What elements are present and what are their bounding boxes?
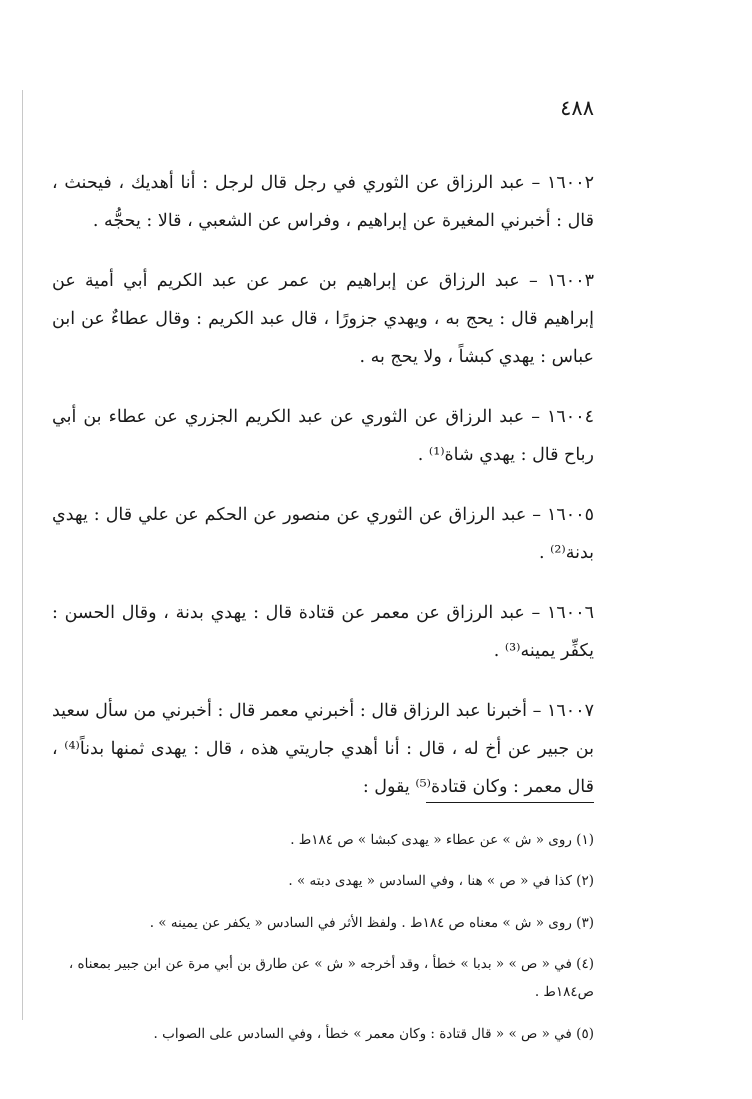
hadith-16004: ١٦٠٠٤ – عبد الرزاق عن الثوري عن عبد الكريم الجزري عن عطاء بن أبي رباح قال : يهدي شاة⁽¹⁾ .: [52, 406, 594, 465]
footnote-1: (١) روى « ش » عن عطاء « يهدى كبشا » ص ١٨٤ط .: [290, 831, 594, 848]
footnote-4: (٤) في « ص » « بدبا » خطأ ، وقد أخرجه « ش » عن طارق بن أبي مرة عن ابن جبير بمعناه ، ص١٨٤ط .: [68, 956, 594, 1000]
hadith-16002: ١٦٠٠٢ – عبد الرزاق عن الثوري في رجل قال لرجل : أنا أهديك ، فيحنث ، قال : أخبرني المغيرة عن إبراهيم ، وفراس عن الشعبي ، قالا : يحجُّه .: [52, 172, 594, 231]
footnote-3: (٣) روى « ش » معناه ص ١٨٤ط . ولفظ الأثر في السادس « يكفر عن يمينه » .: [149, 914, 594, 931]
main-text: [52, 146, 594, 828]
hadith-16007: ١٦٠٠٧ – أخبرنا عبد الرزاق قال : أخبرني معمر قال : أخبرني من سأل سعيد بن جبير عن أخ له ، قال : أنا أهدي جاريتي هذه ، قال : يهدى ثمنها بدناً⁽⁴⁾ ، قال معمر : وكان قتادة⁽⁵⁾ يقول :: [52, 700, 594, 797]
hadith-16006: ١٦٠٠٦ – عبد الرزاق عن معمر عن قتادة قال : يهدي بدنة ، وقال الحسن : يكفِّر يمينه⁽³⁾ .: [52, 602, 594, 661]
footnotes: [52, 812, 594, 1061]
hadith-16005: ١٦٠٠٥ – عبد الرزاق عن الثوري عن منصور عن الحكم عن علي قال : يهدي بدنة⁽²⁾ .: [52, 504, 594, 563]
footnote-5: (٥) في « ص » « قال قتادة : وكان معمر » خطأ ، وفي السادس على الصواب .: [153, 1025, 594, 1042]
footnote-divider: [426, 802, 594, 803]
hadith-16003: ١٦٠٠٣ – عبد الرزاق عن إبراهيم بن عمر عن عبد الكريم أبي أمية عن إبراهيم قال : يحج به ، ويهدي جزورًا ، قال عبد الكريم : وقال عطاءٌ عن ابن عباس : يهدي كبشاً ، ولا يحج به .: [52, 270, 594, 367]
page-number: ٤٨٨: [560, 96, 594, 120]
binding-margin-line: [22, 90, 23, 1020]
footnote-2: (٢) كذا في « ص » هنا ، وفي السادس « يهدى دبته » .: [288, 873, 594, 889]
